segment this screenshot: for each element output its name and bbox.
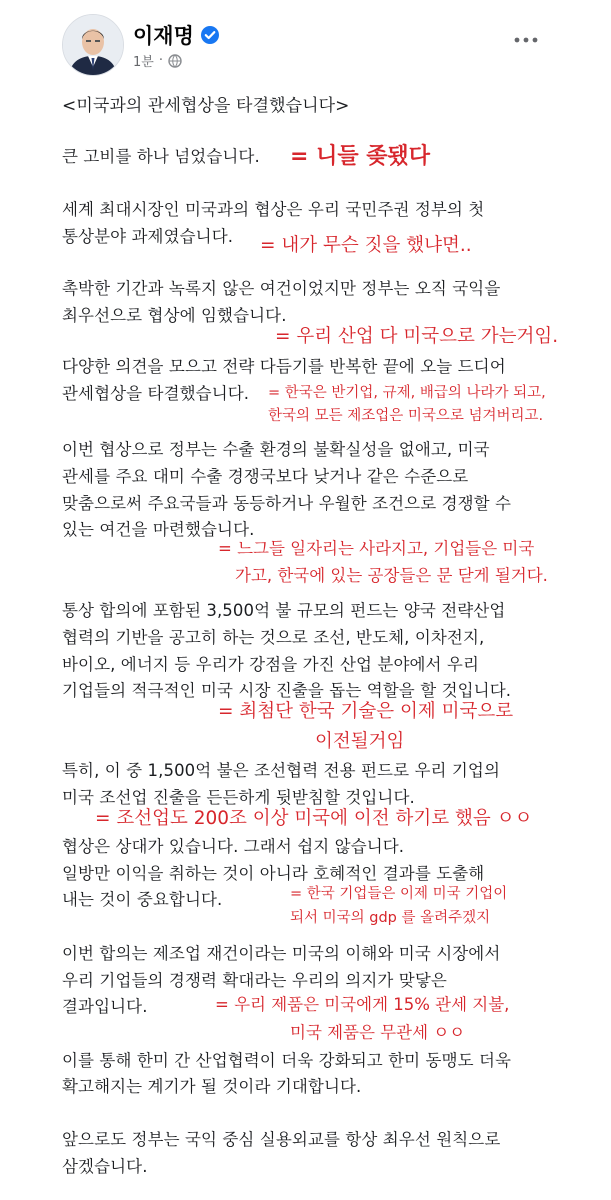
post-line: 바이오, 에너지 등 우리가 강점을 가진 산업 분야에서 우리 xyxy=(62,655,480,674)
post-line: 이번 합의는 제조업 재건이라는 미국의 이해와 미국 시장에서 xyxy=(62,944,501,963)
post-line: 미국 조선업 진출을 든든하게 뒷받침할 것입니다. xyxy=(62,788,415,807)
post-line: 있는 여건을 마련했습니다. xyxy=(62,520,255,539)
annotation: = 조선업도 200조 이상 미국에 이전 하기로 했음 ㅇㅇ xyxy=(95,808,533,829)
post-line: 협력의 기반을 공고히 하는 것으로 조선, 반도체, 이차전지, xyxy=(62,628,485,647)
post-line: 맞춤으로써 주요국들과 동등하거나 우월한 조건으로 경쟁할 수 xyxy=(62,494,512,513)
post-line: 확고해지는 계기가 될 것이라 기대합니다. xyxy=(62,1077,362,1096)
post-meta xyxy=(133,51,182,70)
avatar[interactable] xyxy=(62,14,124,76)
annotation: 되서 미국의 gdp 를 올려주겠지 xyxy=(290,910,491,926)
annotation: = 니들 좆됐다 xyxy=(290,144,431,169)
post-line: 일방만 이익을 취하는 것이 아니라 호혜적인 결과를 도출해 xyxy=(62,864,485,883)
globe-icon[interactable] xyxy=(168,54,182,68)
annotation: = 우리 산업 다 미국으로 가는거임. xyxy=(275,326,559,347)
more-options-icon[interactable] xyxy=(514,36,538,44)
post-line: 관세를 주요 대미 수출 경쟁국보다 낮거나 같은 수준으로 xyxy=(62,467,469,486)
post-line: 다양한 의견을 모으고 전략 다듬기를 반복한 끝에 오늘 드디어 xyxy=(62,357,506,376)
post-line: 협상은 상대가 있습니다. 그래서 쉽지 않습니다. xyxy=(62,837,405,856)
annotation: 한국의 모든 제조업은 미국으로 넘겨버리고. xyxy=(268,408,544,424)
post-time[interactable]: 1분 xyxy=(133,55,154,70)
annotation: 이전될거임 xyxy=(315,731,405,752)
post-line: 큰 고비를 하나 넘었습니다. xyxy=(62,147,260,166)
meta-separator: · xyxy=(158,53,163,68)
profile-photo xyxy=(63,15,123,75)
post-line: 결과입니다. xyxy=(62,997,148,1016)
annotation: = 우리 제품은 미국에게 15% 관세 지불, xyxy=(215,995,510,1014)
post-line: 촉박한 기간과 녹록지 않은 여건이었지만 정부는 오직 국익을 xyxy=(62,279,501,298)
post-line: 기업들의 적극적인 미국 시장 진출을 돕는 역할을 할 것입니다. xyxy=(62,681,512,700)
post-line: 내는 것이 중요합니다. xyxy=(62,890,223,909)
annotation: = 느그들 일자리는 사라지고, 기업들은 미국 xyxy=(218,539,535,558)
post-line: 최우선으로 협상에 임했습니다. xyxy=(62,306,287,325)
post-line: 이번 협상으로 정부는 수출 환경의 불확실성을 없애고, 미국 xyxy=(62,440,490,459)
post-line: 통상분야 과제였습니다. xyxy=(62,227,234,246)
verified-badge-icon xyxy=(200,25,220,45)
annotation: = 한국 기업들은 이제 미국 기업이 xyxy=(290,886,508,902)
post-title: <미국과의 관세협상을 타결했습니다> xyxy=(62,96,350,116)
post-line: 통상 합의에 포함된 3,500억 불 규모의 펀드는 양국 전략산업 xyxy=(62,601,506,620)
post-line: 세계 최대시장인 미국과의 협상은 우리 국민주권 정부의 첫 xyxy=(62,200,485,219)
annotation: 미국 제품은 무관세 ㅇㅇ xyxy=(290,1023,466,1042)
post-line: 삼겠습니다. xyxy=(62,1157,148,1176)
post-line: 앞으로도 정부는 국익 중심 실용외교를 항상 최우선 원칙으로 xyxy=(62,1130,501,1149)
author-row xyxy=(133,20,220,50)
post-line: 이를 통해 한미 간 산업협력이 더욱 강화되고 한미 동맹도 더욱 xyxy=(62,1051,512,1070)
annotation: 가고, 한국에 있는 공장들은 문 닫게 될거다. xyxy=(235,566,548,585)
post-line: 특히, 이 중 1,500억 불은 조선협력 전용 펀드로 우리 기업의 xyxy=(62,761,501,780)
annotation: = 한국은 반기업, 규제, 배급의 나라가 되고, xyxy=(268,385,546,401)
annotation: = 내가 무슨 짓을 했냐면.. xyxy=(260,235,472,256)
post-line: 우리 기업들의 경쟁력 확대라는 우리의 의지가 맞닿은 xyxy=(62,971,447,990)
post-line: 관세협상을 타결했습니다. xyxy=(62,384,250,403)
annotation: = 최첨단 한국 기술은 이제 미국으로 xyxy=(218,701,514,722)
author-name[interactable]: 이재명 xyxy=(133,24,194,48)
